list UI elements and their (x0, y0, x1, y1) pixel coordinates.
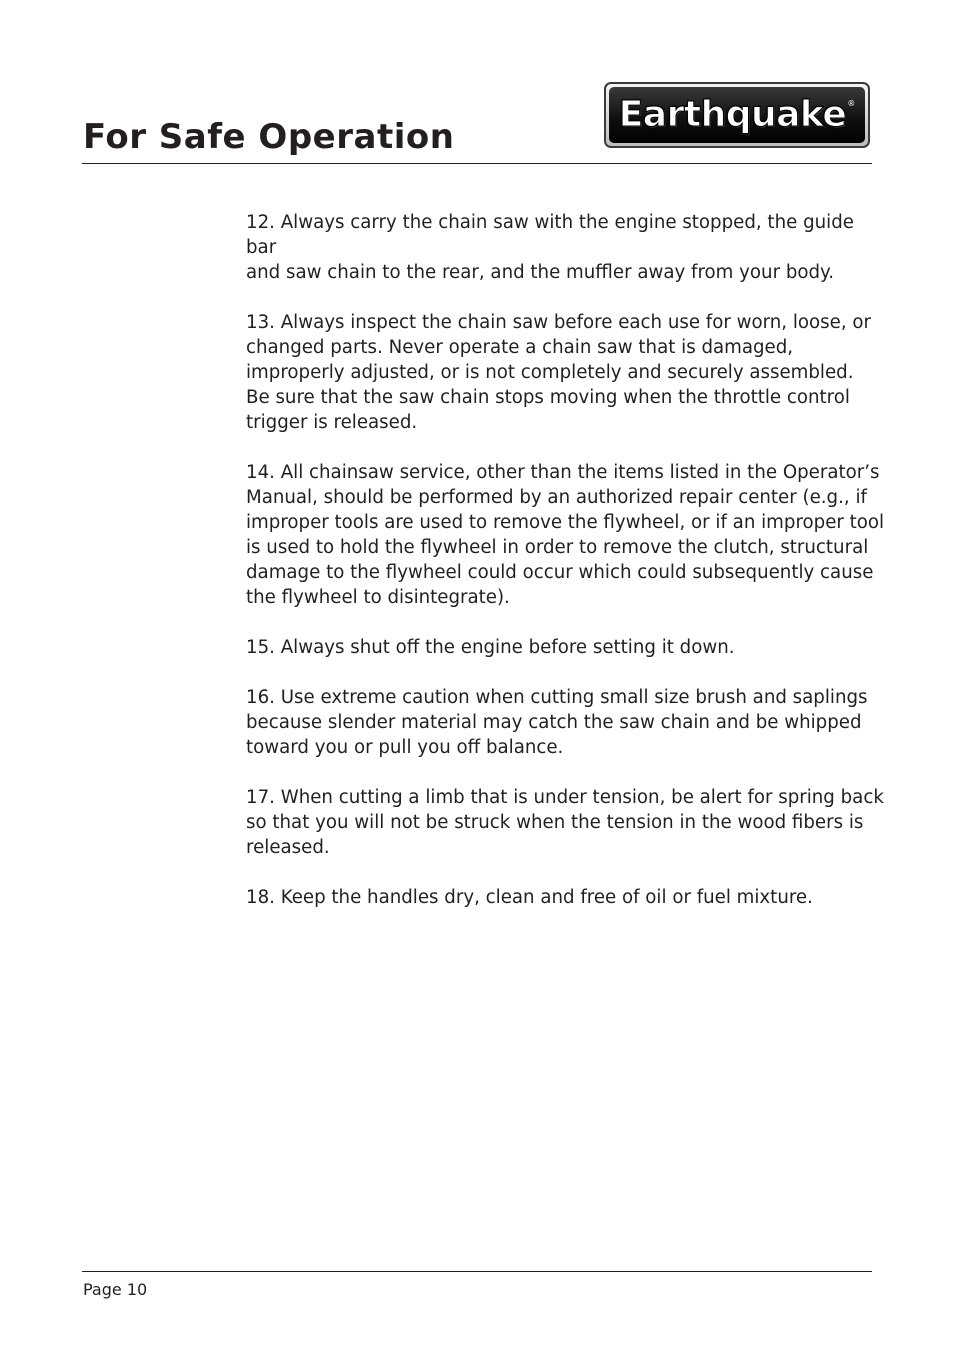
registered-mark: ® (847, 98, 856, 108)
safety-instructions (246, 210, 886, 935)
earthquake-logo (604, 82, 870, 148)
logo-wordmark: Earthquake (618, 94, 847, 135)
header-divider (82, 163, 872, 164)
footer-divider (82, 1271, 872, 1272)
page-title: For Safe Operation (83, 117, 455, 157)
instruction-item-17: 17. When cutting a limb that is under tension, be alert for spring back so that you will not be struck when the tension in the wood fibers is released. (246, 787, 884, 858)
instruction-item-18: 18. Keep the handles dry, clean and free of oil or fuel mixture. (246, 887, 813, 908)
instruction-item-13: 13. Always inspect the chain saw before each use for worn, loose, or changed parts. Never operate a chain saw that is damaged, improperly adjusted, or is not completely and securely assembled. Be sure that the saw chain stops moving when the throttle control trigger is released. (246, 312, 871, 433)
page-number: Page 10 (83, 1280, 148, 1299)
instruction-item-15: 15. Always shut off the engine before setting it down. (246, 637, 735, 658)
instruction-item-12: 12. Always carry the chain saw with the engine stopped, the guide bar and saw chain to the rear, and the muffler away from your body. (246, 212, 854, 283)
instruction-item-16: 16. Use extreme caution when cutting small size brush and saplings because slender material may catch the saw chain and be whipped toward you or pull you off balance. (246, 687, 868, 758)
logo-badge (609, 87, 865, 143)
instruction-item-14: 14. All chainsaw service, other than the items listed in the Operator’s Manual, should be performed by an authorized repair center (e.g., if improper tools are used to remove the flywheel, or if an improper tool is used to hold the flywheel in order to remove the clutch, structural damage to the flywheel could occur which could subsequently cause the flywheel to disintegrate). (246, 462, 885, 608)
